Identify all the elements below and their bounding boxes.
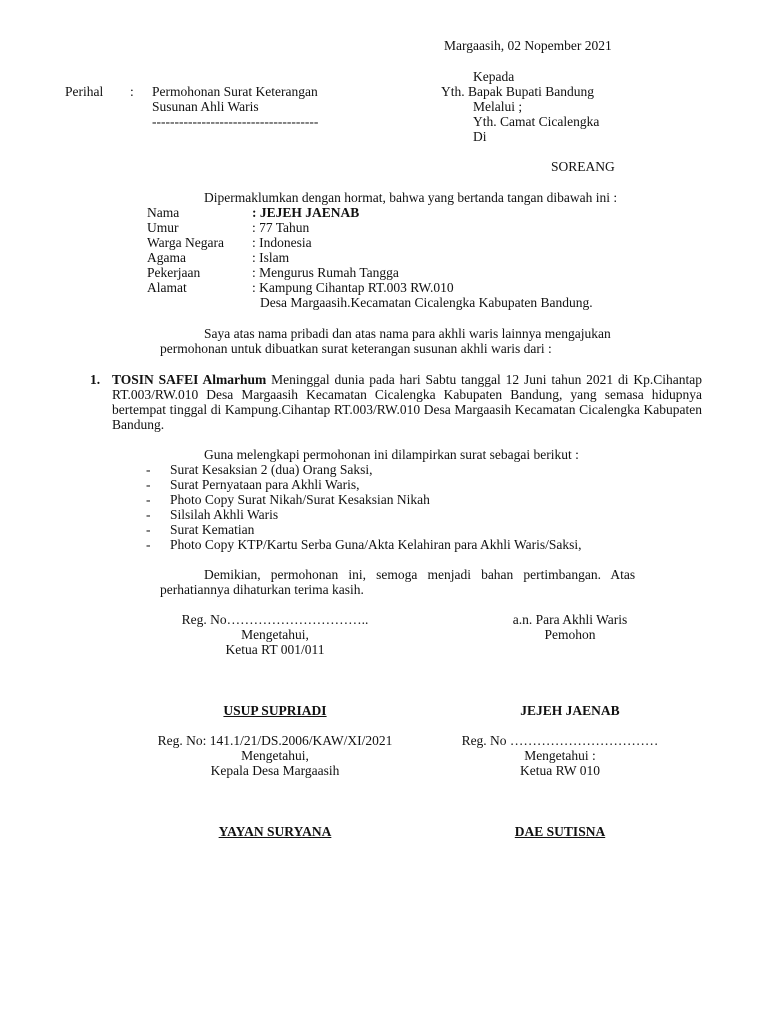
place-date: Margaasih, 02 Nopember 2021 <box>444 38 612 53</box>
identity-pekerjaan-value: : Mengurus Rumah Tangga <box>252 265 399 280</box>
perihal-line-1: Permohonan Surat Keterangan <box>152 84 318 99</box>
rw-signatory-name: DAE SUTISNA <box>514 824 606 839</box>
desa-title: Kepala Desa Margaasih <box>210 763 340 778</box>
identity-warga-label: Warga Negara <box>147 235 224 250</box>
attachments-intro: Guna melengkapi permohonan ini dilampirkan surat sebagai berikut : <box>204 447 579 462</box>
deceased-paragraph <box>112 372 702 432</box>
attachment-bullet: - <box>146 537 151 552</box>
identity-agama-label: Agama <box>147 250 186 265</box>
rt-signatory-name: USUP SUPRIADI <box>223 703 327 718</box>
attachment-item: Photo Copy KTP/Kartu Serba Guna/Akta Kelahiran para Akhli Waris/Saksi, <box>170 537 582 552</box>
desa-mengetahui: Mengetahui, <box>241 748 309 763</box>
attachment-bullet: - <box>146 462 151 477</box>
recipient-bupati: Yth. Bapak Bupati Bandung <box>441 84 594 99</box>
identity-nama-label: Nama <box>147 205 180 220</box>
attachment-item: Surat Kematian <box>170 522 255 537</box>
identity-pekerjaan-label: Pekerjaan <box>147 265 201 280</box>
attachment-bullet: - <box>146 492 151 507</box>
recipient-camat: Yth. Camat Cicalengka <box>473 114 600 129</box>
attachment-bullet: - <box>146 477 151 492</box>
rw-reg-no: Reg. No …………………………… <box>461 733 659 748</box>
deceased-name: TOSIN SAFEI Almarhum <box>112 372 267 387</box>
attachment-item: Silsilah Akhli Waris <box>170 507 279 522</box>
pemohon-signatory-name: JEJEH JAENAB <box>520 703 620 718</box>
identity-alamat-line-2: Desa Margaasih.Kecamatan Cicalengka Kabupaten Bandung. <box>260 295 593 310</box>
identity-umur-value: : 77 Tahun <box>252 220 310 235</box>
perihal-label: Perihal <box>65 84 104 99</box>
recipient-kepada: Kepada <box>473 69 515 84</box>
deceased-text: Meninggal dunia pada hari Sabtu tanggal 12 Juni tahun 2021 di Kp.Cihantap RT.003/RW.010 Desa Margaasih Kecamatan Cicalengka Kabupaten Bandung, yang semasa hidupnya bertempat tinggal di Kampung.Cihantap RT.003/RW.010 Desa Margaasih Kecamatan Cicalengka Kabupaten Bandung. <box>112 372 702 432</box>
desa-reg-no: Reg. No: 141.1/21/DS.2006/KAW/XI/2021 <box>157 733 393 748</box>
pemohon-title: Pemohon <box>544 627 596 642</box>
rw-title: Ketua RW 010 <box>520 763 600 778</box>
identity-warga-value: : Indonesia <box>252 235 312 250</box>
attachment-item: Surat Kesaksian 2 (dua) Orang Saksi, <box>170 462 373 477</box>
recipient-di: Di <box>473 129 487 144</box>
identity-umur-label: Umur <box>147 220 179 235</box>
rt-reg-no: Reg. No………………………….. <box>181 612 369 627</box>
opening-statement: Dipermaklumkan dengan hormat, bahwa yang bertanda tangan dibawah ini : <box>204 190 618 205</box>
desa-signatory-name: YAYAN SURYANA <box>218 824 332 839</box>
closing-line-2: perhatiannya dihaturkan terima kasih. <box>160 582 364 597</box>
attachment-item: Photo Copy Surat Nikah/Surat Kesaksian Nikah <box>170 492 430 507</box>
identity-alamat-value: : Kampung Cihantap RT.003 RW.010 <box>252 280 454 295</box>
rw-mengetahui: Mengetahui : <box>524 748 596 763</box>
perihal-line-2: Susunan Ahli Waris <box>152 99 259 114</box>
perihal-rule: ------------------------------------- <box>152 114 319 129</box>
attachment-bullet: - <box>146 522 151 537</box>
identity-agama-value: : Islam <box>252 250 290 265</box>
closing-line-1: Demikian, permohonan ini, semoga menjadi bahan pertimbangan. Atas <box>204 567 636 582</box>
rt-title: Ketua RT 001/011 <box>225 642 325 657</box>
perihal-colon: : <box>130 84 134 99</box>
attachment-bullet: - <box>146 507 151 522</box>
recipient-city: SOREANG <box>551 159 615 174</box>
pemohon-on-behalf: a.n. Para Akhli Waris <box>512 612 628 627</box>
deceased-number: 1. <box>90 372 101 387</box>
rt-mengetahui: Mengetahui, <box>241 627 309 642</box>
identity-alamat-label: Alamat <box>147 280 187 295</box>
recipient-melalui: Melalui ; <box>473 99 523 114</box>
request-line-2: permohonan untuk dibuatkan surat keterangan susunan akhli waris dari : <box>160 341 552 356</box>
request-line-1: Saya atas nama pribadi dan atas nama para akhli waris lainnya mengajukan <box>204 326 611 341</box>
attachment-item: Surat Pernyataan para Akhli Waris, <box>170 477 360 492</box>
identity-nama-value: : JEJEH JAENAB <box>252 205 360 220</box>
